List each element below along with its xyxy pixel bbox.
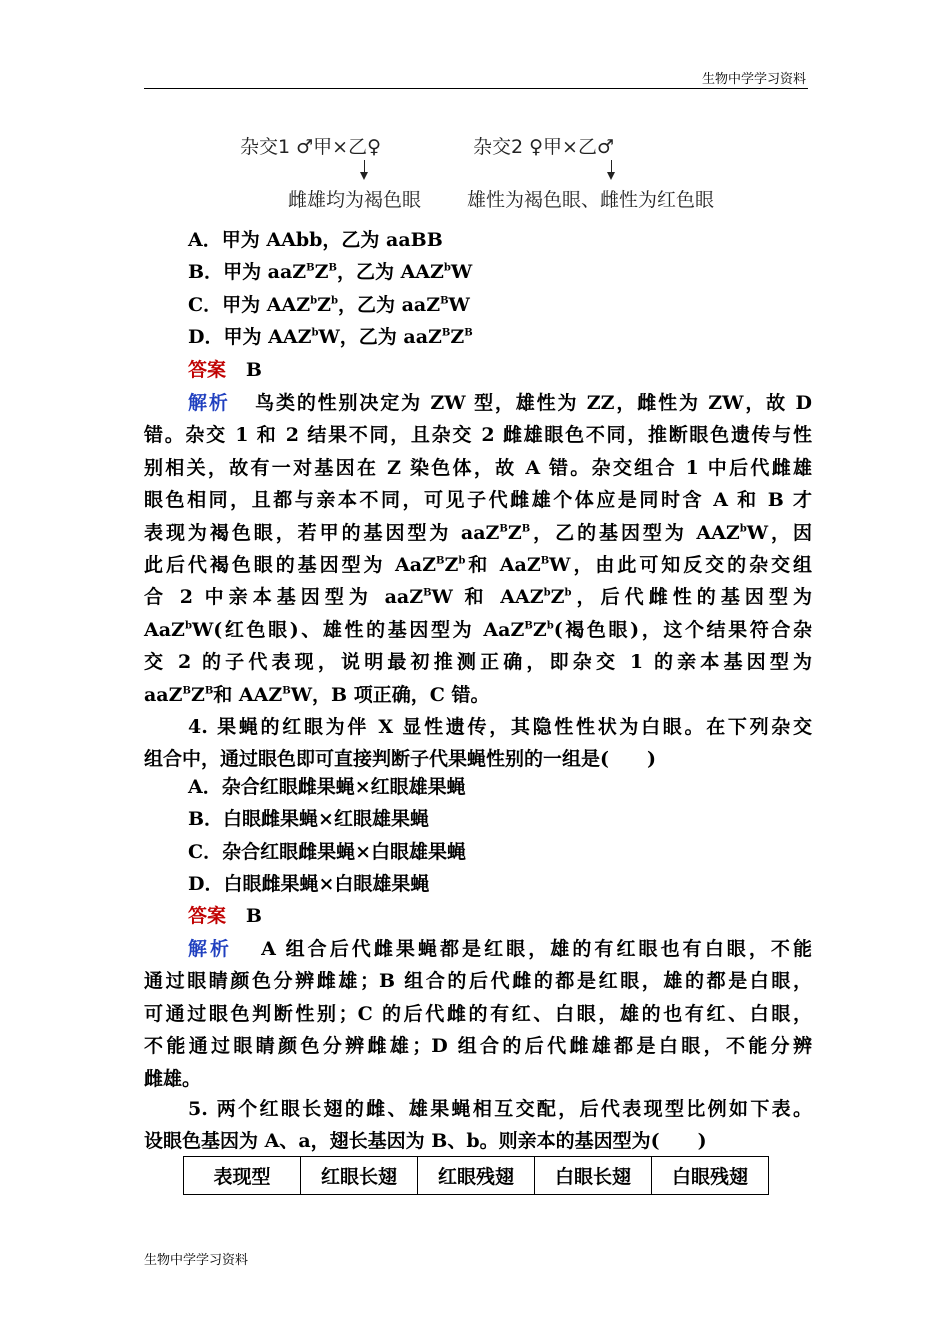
table-header-cell: 红眼长翅 — [301, 1157, 418, 1195]
cross1-label: 杂交1 ♂甲×乙♀ — [240, 136, 381, 158]
q4-explanation: 解析 A 组合后代雌果蝇都是红眼，雄的有红眼也有白眼，不能 通过眼睛颜色分辨雌雄；B 组合的后代雌的都是红眼，雄的都是白眼， 可通过眼色判断性别；C 的后代雌的有红、白眼，雄的也有红、白眼， 不能通过眼睛颜色分辨雌雄；D 组合的后代雌雄都是白眼，不能分辨 雌雄。 — [144, 938, 812, 1090]
table-header-cell: 表现型 — [184, 1157, 301, 1195]
q3-option-a: A．甲为 AAbb，乙为 aaBB — [188, 229, 443, 251]
q4-answer: 答案 B — [188, 905, 262, 927]
answer-key-label: 答案 — [188, 905, 227, 927]
table-header-row — [184, 1157, 769, 1195]
table-header-cell: 白眼长翅 — [535, 1157, 652, 1195]
explain-key-label: 解析 — [188, 392, 230, 414]
explain-key-label: 解析 — [188, 938, 233, 960]
q3-option-b: B．甲为 $aaZ^BZ^B$，乙为 AAZ$^b$W — [188, 261, 473, 283]
page-header: 生物中学学习资料 — [701, 72, 806, 87]
table-header-cell: 白眼残翅 — [652, 1157, 769, 1195]
q4-option-a: A．杂合红眼雌果蝇×红眼雄果蝇 — [188, 776, 466, 798]
q5-stem: 5. 两个红眼长翅的雌、雄果蝇相互交配，后代表现型比例如下表。 设眼色基因为 A、a，翅长基因为 B、b。则亲本的基因型为( ) — [144, 1098, 812, 1153]
q3-option-d: D．甲为 AAZ$^b$W，乙为 $aaZ^BZ^B$ — [188, 326, 473, 348]
q5-phenotype-table — [183, 1156, 769, 1195]
q4-option-c: C．杂合红眼雌果蝇×白眼雄果蝇 — [188, 841, 467, 863]
q4-option-d: D．白眼雌果蝇×白眼雄果蝇 — [188, 873, 430, 895]
cross1-result: 雌雄均为褐色眼 — [288, 189, 422, 211]
q4-stem: 4. 果蝇的红眼为伴 X 显性遗传，其隐性性状为白眼。在下列杂交 组合中，通过眼色即可直接判断子代果蝇性别的一组是( ) — [144, 716, 812, 771]
table-header-cell: 红眼残翅 — [418, 1157, 535, 1195]
cross2-result: 雄性为褐色眼、雌性为红色眼 — [467, 189, 715, 211]
cross2-arrowhead — [607, 172, 615, 180]
page-footer: 生物中学学习资料 — [144, 1253, 249, 1268]
q4-option-b: B．白眼雌果蝇×红眼雄果蝇 — [188, 808, 429, 830]
q3-option-c: C．甲为 $AAZ^bZ^b$，乙为 aaZ$^B$W — [188, 294, 470, 316]
cross1-arrowhead — [360, 172, 368, 180]
header-rule — [144, 88, 808, 89]
q3-answer: 答案 B — [188, 359, 262, 381]
q3-explanation: 解析 鸟类的性别决定为 ZW 型，雄性为 ZZ，雌性为 ZW，故 D 错。杂交 1 和 2 结果不同，且杂交 2 雌雄眼色不同，推断眼色遗传与性 别相关，故有一对基因在 Z 染色体，故 A 错。杂交组合 1 中后代雌雄 眼色相同，且都与亲本不同，可见子代雌雄个体应是同时含 A 和 B 才 表现为褐色眼，若甲的基因型为 $aaZ^BZ^B$，乙的基因型为 AAZ$^b$W，因 此后代褐色眼的基因型为 $AaZ^BZ^b$和 AaZ$^B$W，由此可知反交的杂交组 合 2 中亲本基因型为 aaZ$^B$W 和 $AAZ^bZ^b$，后代雌性的基因型为 AaZ$^b$W(红色眼)、雄性的基因型为 $AaZ^BZ^b$(褐色眼)，这个结果符合杂 交 2 的子代表现，说明最初推测正确，即杂交 1 的亲本基因型为 $aaZ^BZ^B$和 $AAZ^BW$，B 项正确，C 错。 — [144, 392, 813, 706]
answer-key-label: 答案 — [188, 359, 227, 381]
cross2-label: 杂交2 ♀甲×乙♂ — [473, 136, 614, 158]
